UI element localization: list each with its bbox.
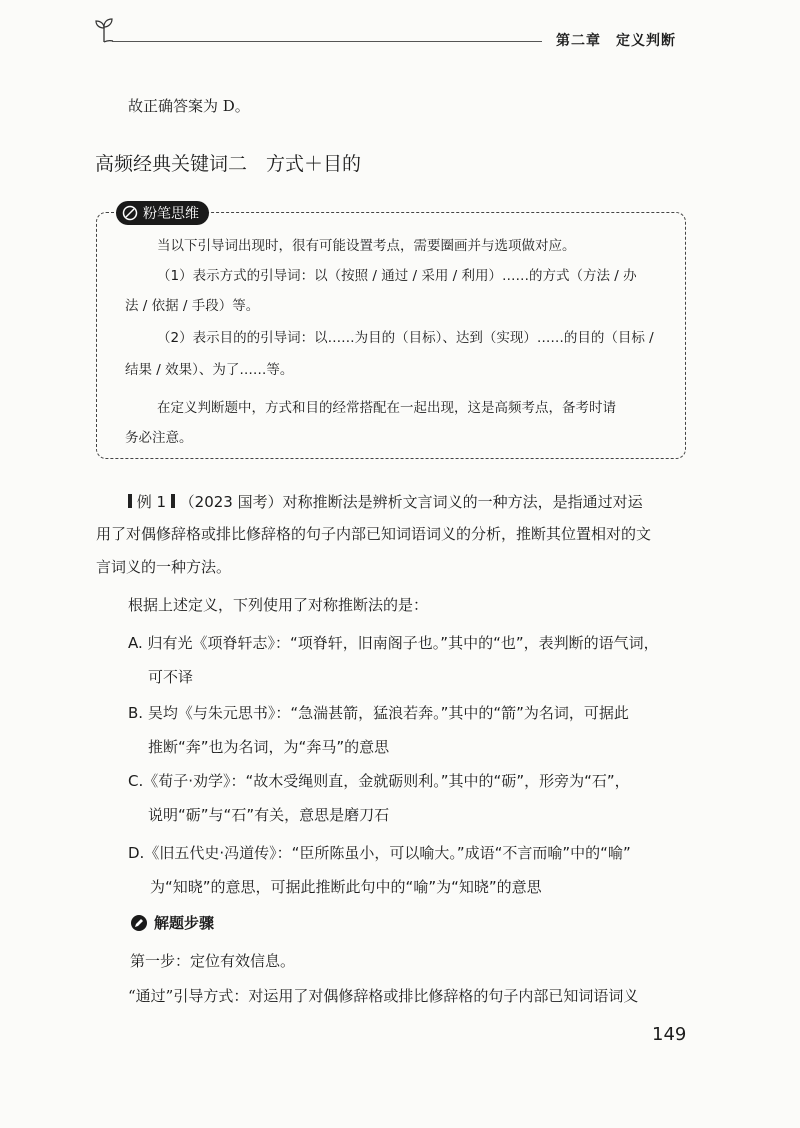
example-marker-right: [171, 494, 175, 508]
tip-line: 结果 / 效果）、为了……等。: [125, 362, 294, 378]
tip-badge: [116, 201, 209, 225]
tip-line: 务必注意。: [125, 430, 193, 446]
option-a: A. 归有光《项脊轩志》：“项脊轩，旧南阁子也。”其中的“也”，表判断的语气词，: [128, 634, 659, 652]
example-label: 例 1: [136, 493, 167, 511]
tip-badge-label: 粉笔思维: [143, 206, 199, 222]
option-d: D.《旧五代史·冯道传》：“臣所陈虽小，可以喻大。”成语“不言而喻”中的“喻”: [128, 844, 631, 862]
option-a-cont: 可不译: [148, 668, 194, 686]
page-number: 149: [652, 1024, 687, 1045]
solution-heading: [130, 912, 214, 933]
option-b-cont: 推断“奔”也为名词，为“奔马”的意思: [148, 738, 390, 756]
step-one-detail: “通过”引导方式：对运用了对偶修辞格或排比修辞格的句子内部已知词语词义: [128, 987, 639, 1005]
question-prompt: 根据上述定义，下列使用了对称推断法的是：: [128, 596, 429, 614]
option-c: C.《荀子·劝学》：“故木受绳则直，金就砺则利。”其中的“砺”，形旁为“石”，: [128, 772, 630, 790]
sprout-icon: [93, 17, 115, 43]
tip-line: 当以下引导词出现时，很有可能设置考点，需要圈画并与选项做对应。: [157, 238, 576, 254]
chapter-title: 第二章 定义判断: [556, 33, 676, 49]
option-b: B. 吴均《与朱元思书》：“急湍甚箭，猛浪若奔。”其中的“箭”为名词，可据此: [128, 704, 629, 722]
solution-heading-label: 解题步骤: [154, 914, 215, 932]
tip-line: （2）表示目的的引导词：以……为目的（目标）、达到（实现）……的目的（目标 /: [157, 330, 654, 346]
option-d-cont: 为“知晓”的意思，可据此推断此句中的“喻”为“知晓”的意思: [150, 878, 542, 896]
tip-line: 法 / 依据 / 手段）等。: [125, 298, 260, 314]
pencil-icon: [130, 914, 148, 932]
example-line: [128, 491, 643, 513]
section-heading: 高频经典关键词二 方式＋目的: [95, 153, 362, 175]
option-c-cont: 说明“砺”与“石”有关，意思是磨刀石: [148, 806, 390, 824]
tip-line: 在定义判断题中，方式和目的经常搭配在一起出现，这是高频考点，备考时请: [157, 400, 616, 416]
example-marker-left: [128, 494, 132, 508]
step-one: 第一步：定位有效信息。: [130, 952, 296, 970]
tip-line: （1）表示方式的引导词：以（按照 / 通过 / 采用 / 利用）……的方式（方法 / 办: [157, 268, 637, 284]
header-rule: [112, 41, 542, 42]
example-line: 言词义的一种方法。: [96, 558, 232, 576]
chalk-icon: [122, 205, 138, 221]
example-text: （2023 国考）对称推断法是辨析文言词义的一种方法，是指通过对运: [179, 493, 643, 511]
example-line: 用了对偶修辞格或排比修辞格的句子内部已知词语词义的分析，推断其位置相对的文: [96, 525, 652, 543]
answer-conclusion: 故正确答案为 D。: [128, 97, 250, 115]
